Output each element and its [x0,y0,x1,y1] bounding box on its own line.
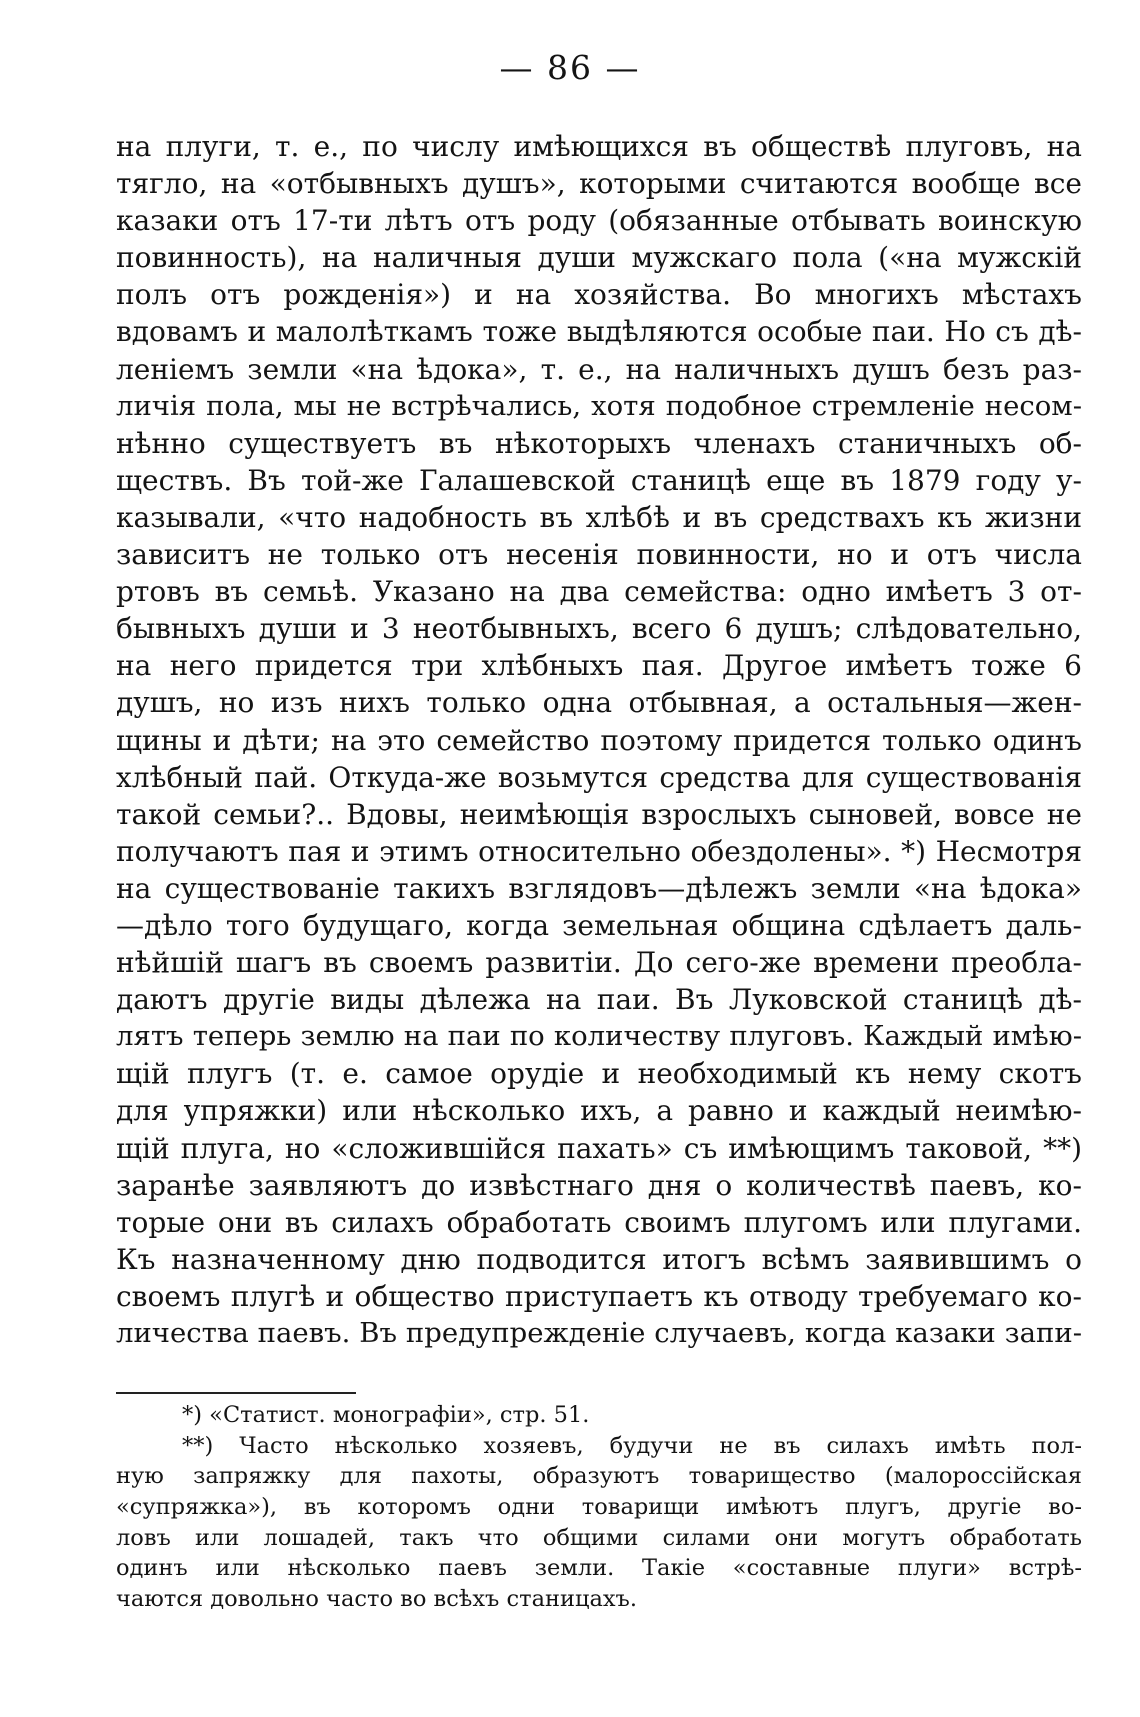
text-line: получаютъ пая и этимъ относительно обездолены». *) Несмотря [116,834,1082,868]
text-line: на существованіе такихъ взглядовъ—дѣлежъ земли «на ѣдока» [116,871,1082,905]
text-line: нѣйшій шагъ въ своемъ развитіи. До сего-же времени преобла- [116,946,1082,980]
text-line: для упряжки) или нѣсколько ихъ, а равно и каждый неимѣю- [116,1094,1082,1128]
text-line: личества паевъ. Въ предупрежденіе случаевъ, когда казаки запи- [116,1317,1082,1349]
text-line: даютъ другіе виды дѣлежа на паи. Въ Луковской станицѣ дѣ- [116,983,1082,1017]
footnote-2-line: ловъ или лошадей, такъ что общими силами они могутъ обработать [116,1524,1082,1551]
text-line: Къ назначенному дню подводится итогъ всѣмъ заявившимъ о [116,1242,1082,1276]
text-line: тягло, на «отбывныхъ душъ», которыми считаются вообще все [116,167,1082,201]
text-line: казаки отъ 17-ти лѣтъ отъ роду (обязанные отбывать воинскую [116,204,1082,238]
footnote-2-line: чаются довольно часто во всѣхъ станицахъ. [116,1586,638,1613]
text-line: казывали, «что надобность въ хлѣбѣ и въ средствахъ къ жизни [116,500,1082,534]
text-line: хлѣбный пай. Откуда-же возьмутся средства для существованія [116,760,1082,794]
text-line: вдовамъ и малолѣткамъ тоже выдѣляются особые паи. Но съ дѣ- [116,315,1082,349]
footnote-2-line: «супряжка»), въ которомъ одни товарищи имѣютъ плугъ, другіе во- [116,1494,1082,1521]
footnote-2-line: ную запряжку для пахоты, образуютъ товарищество (малороссійская [116,1463,1082,1490]
text-line: личія пола, мы не встрѣчались, хотя подобное стремленіе несом- [116,389,1082,422]
text-line: ртовъ въ семьѣ. Указано на два семейства: одно имѣетъ 3 от- [116,575,1082,609]
main-text [116,128,1082,1352]
text-line: —дѣло того будущаго, когда земельная община сдѣлаетъ даль- [116,908,1082,942]
footnote-divider [116,1392,356,1394]
text-line: торые они въ силахъ обработать своимъ плугомъ или плугами. [116,1205,1082,1239]
text-line: ществъ. Въ той-же Галашевской станицѣ еще въ 1879 году у- [116,463,1082,497]
text-line: на плуги, т. е., по числу имѣющихся въ обществѣ плуговъ, на [116,130,1082,163]
text-line: на него придется три хлѣбныхъ пая. Другое имѣетъ тоже 6 [116,649,1082,683]
page-number: — 86 — [499,48,641,87]
text-line: заранѣе заявляютъ до извѣстнаго дня о количествѣ паевъ, ко- [116,1168,1082,1202]
text-line: полъ отъ рожденія») и на хозяйства. Во многихъ мѣстахъ [116,278,1082,312]
footnote-2-line: **) Часто нѣсколько хозяевъ, будучи не въ силахъ имѣть пол- [182,1432,1082,1459]
text-line: повинность), на наличныя души мужскаго пола («на мужскій [116,241,1082,275]
text-line: такой семьи?.. Вдовы, неимѣющія взрослыхъ сыновей, вовсе не [116,797,1082,831]
text-line: своемъ плугѣ и общество приступаетъ къ отводу требуемаго ко- [116,1279,1082,1313]
text-line: бывныхъ души и 3 неотбывныхъ, всего 6 душъ; слѣдовательно, [116,612,1082,646]
text-line: нѣнно существуетъ въ нѣкоторыхъ членахъ станичныхъ об- [116,426,1082,460]
text-line: щины и дѣти; на это семейство поэтому придется только одинъ [116,723,1082,757]
footnotes [116,1400,1082,1615]
text-line: душъ, но изъ нихъ только одна отбывная, а остальныя—жен- [116,686,1082,720]
text-line: щій плуга, но «сложившійся пахать» съ имѣющимъ таковой, **) [116,1131,1082,1165]
text-line: щій плугъ (т. е. самое орудіе и необходимый къ нему скотъ [116,1057,1082,1091]
text-line: зависитъ не только отъ несенія повинности, но и отъ числа [116,538,1082,572]
text-line: лятъ теперь землю на паи по количеству плуговъ. Каждый имѣю- [116,1020,1082,1053]
footnote-1: *) «Статист. монографіи», стр. 51. [182,1402,590,1428]
footnote-2-line: одинъ или нѣсколько паевъ земли. Такіе «составные плуги» встрѣ- [116,1555,1082,1582]
text-line: леніемъ земли «на ѣдока», т. е., на наличныхъ душъ безъ раз- [116,352,1082,386]
